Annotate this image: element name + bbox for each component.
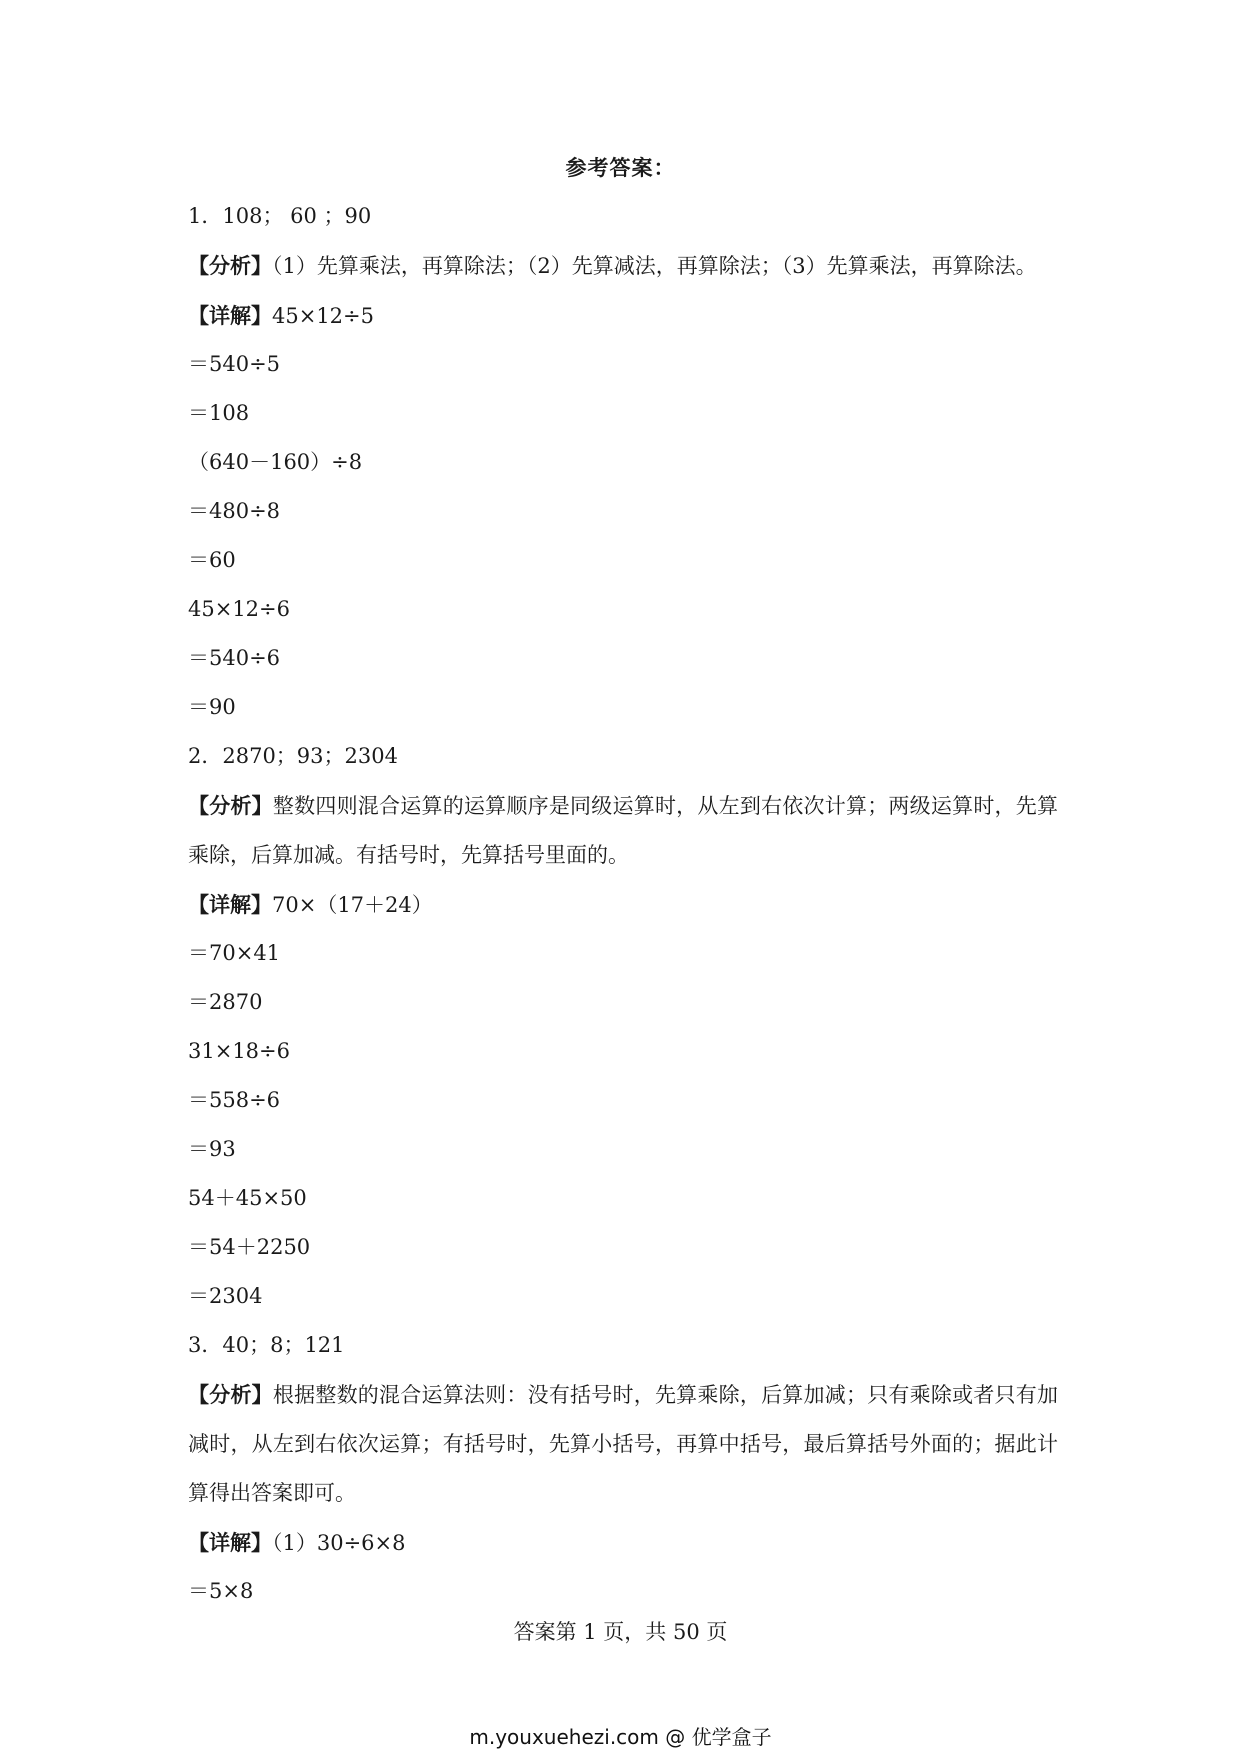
q3-analysis-tag: 【分析】 xyxy=(188,1382,273,1407)
q1-detail xyxy=(188,291,1058,340)
q1-analysis-tag: 【分析】 xyxy=(188,253,272,278)
page-footer: 答案第 1 页，共 50 页 xyxy=(513,1620,728,1644)
q1-analysis-text: （1）先算乘法，再算除法；（2）先算减法，再算除法；（3）先算乘法，再算除法。 xyxy=(272,254,1037,278)
q2-step: 70×（17＋24） xyxy=(272,893,433,917)
q3-detail-tag: 【详解】 xyxy=(188,1530,272,1555)
q2-step: ＝558÷6 xyxy=(188,1088,281,1112)
answer-content xyxy=(188,192,1058,1616)
q3-analysis-text: 根据整数的混合运算法则：没有括号时，先算乘除，后算加减；只有乘除或者只有加减时，从左到右依次运算；有括号时，先算小括号，再算中括号，最后算括号外面的；据此计算得出答案即可。 xyxy=(188,1383,1059,1505)
q2-detail xyxy=(188,880,1058,929)
q2-detail-tag: 【详解】 xyxy=(188,892,272,917)
q3-analysis xyxy=(188,1370,1058,1518)
q2-step: ＝2870 xyxy=(188,990,263,1014)
q1-step: 45×12÷5 xyxy=(272,304,374,328)
q1-step: ＝60 xyxy=(188,548,236,572)
q3-step: ＝5×8 xyxy=(188,1579,254,1603)
q3-answer: 3．40；8；121 xyxy=(188,1333,345,1357)
q2-step: ＝2304 xyxy=(188,1284,263,1308)
q2-analysis xyxy=(188,781,1058,880)
site-watermark: m.youxuehezi.com @ 优学盒子 xyxy=(469,1725,772,1749)
q2-analysis-text: 整数四则混合运算的运算顺序是同级运算时，从左到右依次计算；两级运算时，先算乘除，后算加减。有括号时，先算括号里面的。 xyxy=(188,794,1059,867)
q1-step: ＝480÷8 xyxy=(188,499,281,523)
q3-detail xyxy=(188,1518,1058,1567)
page-title: 参考答案： xyxy=(565,156,676,180)
q2-step: 31×18÷6 xyxy=(188,1039,290,1063)
q1-analysis xyxy=(188,241,1058,291)
q1-step: ＝540÷6 xyxy=(188,646,281,670)
q2-answer: 2．2870；93；2304 xyxy=(188,744,398,768)
q1-step: ＝540÷5 xyxy=(188,352,281,376)
q1-step: （640－160）÷8 xyxy=(188,450,363,474)
q1-step: 45×12÷6 xyxy=(188,597,290,621)
q1-answer: 1．108； 60 ；90 xyxy=(188,204,372,228)
q2-step: ＝70×41 xyxy=(188,941,281,965)
q2-analysis-tag: 【分析】 xyxy=(188,793,273,818)
q2-step: ＝93 xyxy=(188,1137,236,1161)
q1-step: ＝108 xyxy=(188,401,250,425)
q1-detail-tag: 【详解】 xyxy=(188,303,272,328)
q2-step: ＝54＋2250 xyxy=(188,1235,311,1259)
q3-step: （1）30÷6×8 xyxy=(272,1531,406,1555)
q2-step: 54＋45×50 xyxy=(188,1186,307,1210)
q1-step: ＝90 xyxy=(188,695,236,719)
